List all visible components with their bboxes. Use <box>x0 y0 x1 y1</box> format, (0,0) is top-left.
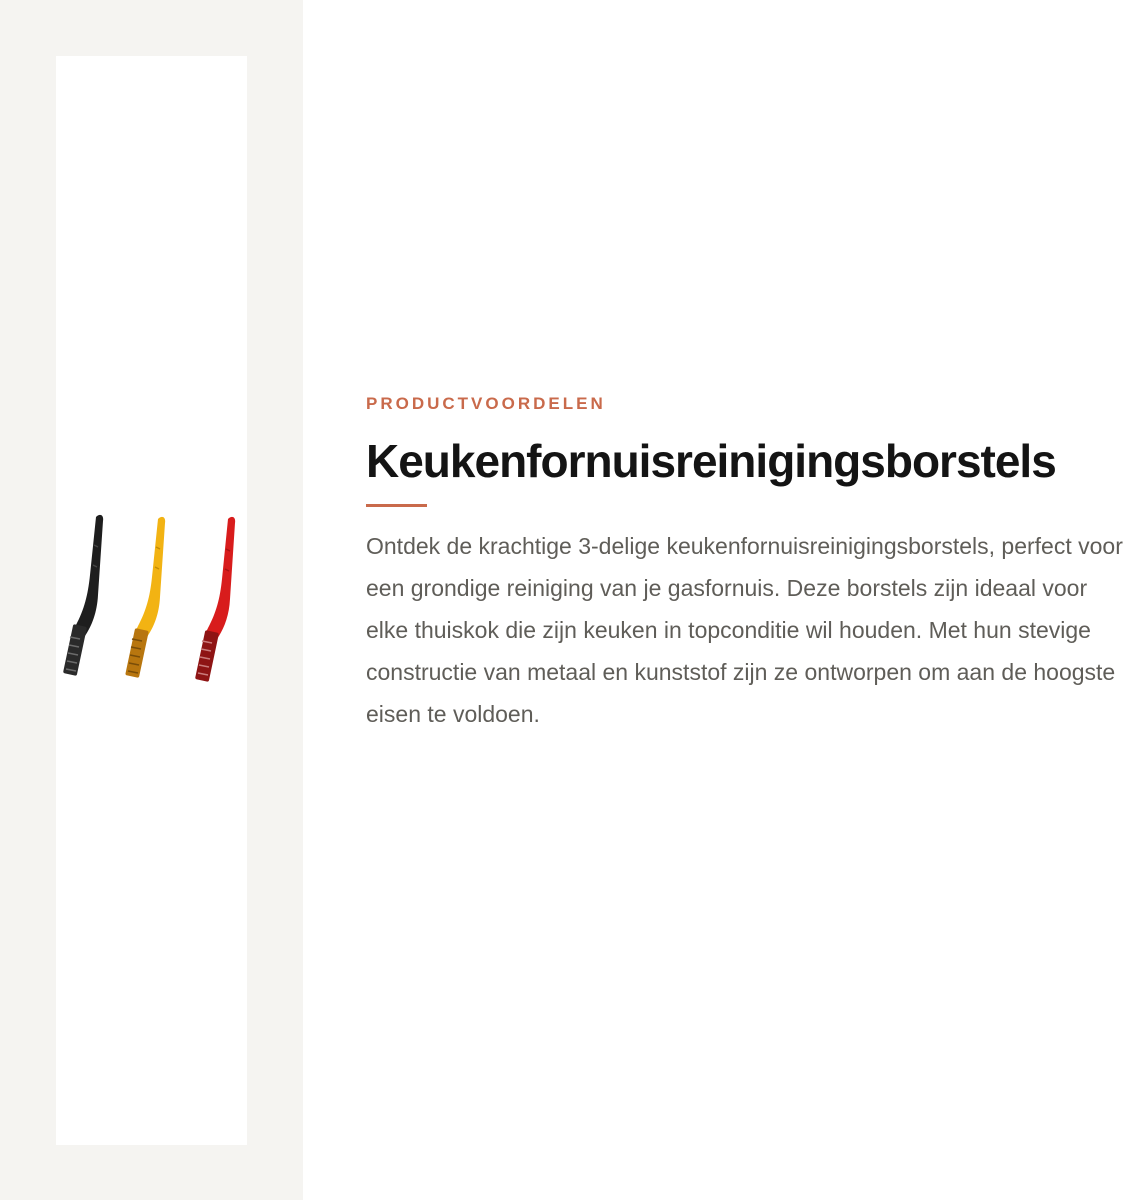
product-benefits-section <box>366 392 1136 735</box>
section-description: Ontdek de krachtige 3-delige keukenfornuisreinigingsborstels, perfect voor een grondige reiniging van je gasfornuis. Deze borstels zijn ideaal voor elke thuiskok die zijn keuken in topconditie wil houden. Met hun stevige constructie van metaal en kunststof zijn ze ontworpen om aan de hoogste eisen te voldoen. <box>366 533 1123 727</box>
yellow-brush-icon <box>125 517 165 678</box>
section-eyebrow: PRODUCTVOORDELEN <box>366 394 606 413</box>
section-title: Keukenfornuisreinigingsborstels <box>366 435 1056 487</box>
title-divider <box>366 504 427 507</box>
gallery-panel <box>0 0 303 1200</box>
brush-set-image <box>60 505 245 695</box>
black-brush-icon <box>63 515 103 676</box>
red-brush-icon <box>195 517 235 682</box>
